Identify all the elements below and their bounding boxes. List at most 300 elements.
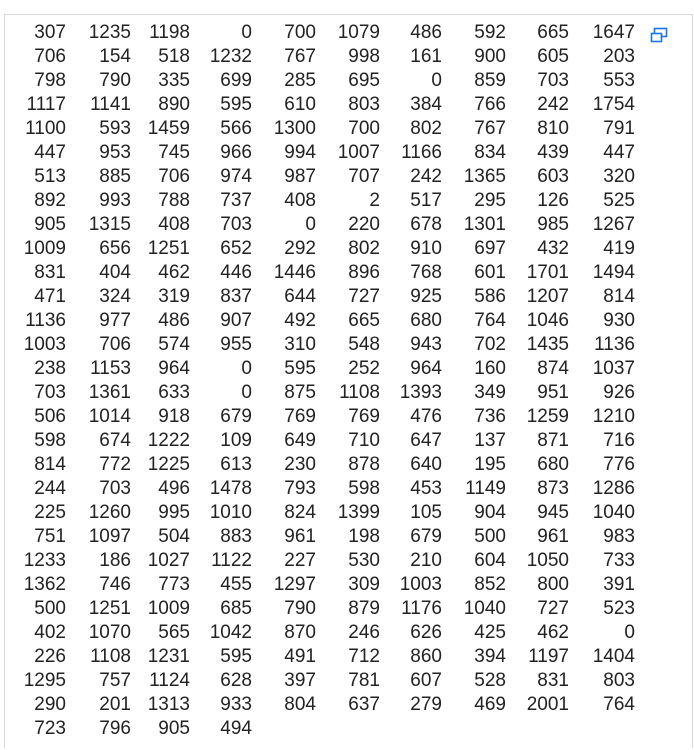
grid-cell: 966 [220, 142, 252, 163]
grid-cell: 837 [220, 286, 252, 307]
grid-cell: 1097 [88, 526, 131, 547]
grid-cell: 238 [34, 358, 66, 379]
grid-cell: 1122 [211, 550, 252, 571]
grid-cell: 1251 [147, 238, 190, 259]
grid-cell: 1040 [592, 502, 635, 523]
grid-cell: 699 [220, 70, 252, 91]
grid-cell: 964 [410, 358, 442, 379]
grid-cell: 985 [537, 214, 569, 235]
grid-cell: 324 [99, 286, 131, 307]
grid-cell: 644 [284, 286, 316, 307]
grid-cell: 1365 [463, 166, 506, 187]
grid-cell: 402 [34, 622, 66, 643]
grid-row [18, 69, 635, 93]
grid-cell: 1042 [209, 622, 252, 643]
grid-cell: 1494 [592, 262, 635, 283]
grid-cell: 246 [348, 622, 380, 643]
grid-cell: 1210 [592, 406, 635, 427]
grid-row [18, 645, 635, 669]
grid-cell: 679 [410, 526, 442, 547]
grid-cell: 349 [474, 382, 506, 403]
grid-cell: 727 [348, 286, 380, 307]
grid-cell: 432 [537, 238, 569, 259]
grid-cell: 637 [348, 694, 380, 715]
grid-cell: 930 [603, 310, 635, 331]
grid-cell [506, 717, 569, 741]
grid-cell: 834 [474, 142, 506, 163]
grid-cell: 1100 [25, 118, 66, 139]
grid-row [18, 333, 635, 357]
grid-cell: 1003 [23, 334, 66, 355]
grid-cell: 1197 [528, 646, 569, 667]
grid-cell: 517 [410, 190, 442, 211]
grid-cell: 613 [220, 454, 252, 475]
grid-cell: 773 [158, 574, 190, 595]
grid-cell: 706 [34, 46, 66, 67]
grid-cell: 736 [474, 406, 506, 427]
grid-cell: 678 [410, 214, 442, 235]
grid-cell: 626 [410, 622, 442, 643]
grid-cell: 1267 [592, 214, 635, 235]
grid-cell: 961 [284, 526, 316, 547]
open-in-new-window-icon[interactable] [650, 27, 668, 43]
grid-cell: 513 [34, 166, 66, 187]
grid-cell: 904 [474, 502, 506, 523]
grid-cell: 798 [34, 70, 66, 91]
grid-cell: 462 [537, 622, 569, 643]
grid-cell: 500 [34, 598, 66, 619]
grid-cell: 335 [158, 70, 190, 91]
grid-cell: 439 [537, 142, 569, 163]
grid-cell: 285 [284, 70, 316, 91]
grid-cell: 697 [474, 238, 506, 259]
grid-cell: 518 [158, 46, 190, 67]
grid-cell: 873 [537, 478, 569, 499]
grid-cell: 974 [220, 166, 252, 187]
grid-cell: 1754 [592, 94, 635, 115]
grid-cell: 790 [99, 70, 131, 91]
grid-cell: 1235 [88, 22, 131, 43]
grid-row [18, 357, 635, 381]
grid-cell: 1404 [592, 646, 635, 667]
grid-cell: 154 [99, 46, 131, 67]
grid-cell: 310 [284, 334, 316, 355]
grid-cell: 161 [410, 46, 442, 67]
grid-cell: 1478 [209, 478, 252, 499]
grid-cell: 633 [158, 382, 190, 403]
grid-cell [442, 717, 506, 741]
grid-cell: 700 [348, 118, 380, 139]
grid-cell: 1136 [25, 310, 66, 331]
grid-cell: 530 [348, 550, 380, 571]
grid-row [18, 405, 635, 429]
grid-cell: 802 [410, 118, 442, 139]
grid-cell: 955 [220, 334, 252, 355]
grid-cell: 665 [537, 22, 569, 43]
grid-cell: 210 [410, 550, 442, 571]
grid-cell: 605 [537, 46, 569, 67]
grid-cell: 242 [537, 94, 569, 115]
grid-cell: 523 [603, 598, 635, 619]
grid-cell: 875 [284, 382, 316, 403]
grid-cell: 814 [603, 286, 635, 307]
grid-cell: 455 [220, 574, 252, 595]
grid-cell: 892 [34, 190, 66, 211]
grid-cell: 1070 [88, 622, 131, 643]
grid-cell: 598 [348, 478, 380, 499]
grid-cell: 767 [284, 46, 316, 67]
grid-cell: 757 [99, 670, 131, 691]
grid-cell: 0 [305, 214, 316, 235]
grid-cell: 1149 [465, 478, 506, 499]
grid-row [18, 597, 635, 621]
grid-cell: 1297 [273, 574, 316, 595]
grid-cell: 595 [284, 358, 316, 379]
grid-cell: 716 [603, 430, 635, 451]
grid-cell: 1108 [90, 646, 131, 667]
grid-cell: 628 [220, 670, 252, 691]
grid-cell: 506 [34, 406, 66, 427]
grid-cell: 476 [410, 406, 442, 427]
grid-cell: 486 [158, 310, 190, 331]
grid-cell: 1153 [90, 358, 131, 379]
grid-cell: 295 [474, 190, 506, 211]
grid-cell: 201 [99, 694, 131, 715]
grid-cell: 198 [348, 526, 380, 547]
grid-cell: 918 [158, 406, 190, 427]
grid-cell: 772 [99, 454, 131, 475]
grid-cell: 397 [284, 670, 316, 691]
grid-cell: 601 [474, 262, 506, 283]
grid-cell: 1207 [526, 286, 569, 307]
grid-cell: 607 [410, 670, 442, 691]
grid-cell: 733 [603, 550, 635, 571]
grid-cell: 595 [220, 94, 252, 115]
grid-cell: 700 [284, 22, 316, 43]
grid-cell: 883 [220, 526, 252, 547]
grid-cell: 525 [603, 190, 635, 211]
grid-cell: 926 [603, 382, 635, 403]
grid-cell: 105 [410, 502, 442, 523]
grid-cell: 1315 [88, 214, 131, 235]
grid-cell: 871 [537, 430, 569, 451]
grid-row [18, 693, 635, 717]
grid-cell: 1108 [339, 382, 380, 403]
grid-cell: 226 [34, 646, 66, 667]
grid-cell: 548 [348, 334, 380, 355]
grid-cell: 0 [241, 358, 252, 379]
grid-cell: 1300 [273, 118, 316, 139]
grid-row [18, 573, 635, 597]
grid-cell: 751 [34, 526, 66, 547]
grid-cell: 647 [410, 430, 442, 451]
grid-row [18, 429, 635, 453]
grid-row [18, 117, 635, 141]
numbers-grid-body [18, 21, 635, 741]
grid-row [18, 525, 635, 549]
grid-cell: 703 [34, 382, 66, 403]
grid-cell: 137 [474, 430, 506, 451]
grid-cell: 702 [474, 334, 506, 355]
grid-cell: 604 [474, 550, 506, 571]
grid-cell: 1027 [147, 550, 190, 571]
grid-cell: 1435 [526, 334, 569, 355]
grid-cell: 1399 [337, 502, 380, 523]
grid-row [18, 165, 635, 189]
grid-cell: 723 [34, 718, 66, 739]
grid-cell: 905 [158, 718, 190, 739]
grid-cell: 447 [34, 142, 66, 163]
grid-row [18, 381, 635, 405]
grid-cell: 494 [220, 718, 252, 739]
grid-cell: 933 [220, 694, 252, 715]
grid-cell: 656 [99, 238, 131, 259]
grid-row [18, 477, 635, 501]
grid-cell: 2 [369, 190, 380, 211]
grid-cell: 1166 [401, 142, 442, 163]
grid-cell: 1010 [209, 502, 252, 523]
grid-cell: 1231 [147, 646, 190, 667]
grid-cell: 486 [410, 22, 442, 43]
grid-cell: 1037 [592, 358, 635, 379]
grid-cell: 998 [348, 46, 380, 67]
grid-cell: 408 [158, 214, 190, 235]
grid-cell: 1393 [399, 382, 442, 403]
grid-cell: 1701 [526, 262, 569, 283]
grid-cell: 230 [284, 454, 316, 475]
grid-cell: 800 [537, 574, 569, 595]
grid-cell: 706 [99, 334, 131, 355]
grid-cell [316, 717, 380, 741]
grid-cell: 703 [99, 478, 131, 499]
grid-cell: 764 [603, 694, 635, 715]
grid-cell: 491 [284, 646, 316, 667]
grid-cell: 595 [220, 646, 252, 667]
grid-row [18, 261, 635, 285]
grid-cell: 126 [537, 190, 569, 211]
grid-row [18, 237, 635, 261]
grid-cell: 384 [410, 94, 442, 115]
grid-cell: 910 [410, 238, 442, 259]
grid-cell: 802 [348, 238, 380, 259]
grid-cell: 710 [348, 430, 380, 451]
open-in-new-window-icon-graphic [650, 27, 668, 43]
grid-cell: 319 [158, 286, 190, 307]
grid-cell: 227 [284, 550, 316, 571]
grid-cell: 598 [34, 430, 66, 451]
grid-cell: 1040 [463, 598, 506, 619]
grid-cell: 0 [624, 622, 635, 643]
grid-cell: 706 [158, 166, 190, 187]
grid-cell: 679 [220, 406, 252, 427]
grid-cell: 394 [474, 646, 506, 667]
grid-cell: 859 [474, 70, 506, 91]
grid-cell: 290 [34, 694, 66, 715]
grid-cell: 2001 [526, 694, 569, 715]
grid-row [18, 141, 635, 165]
grid-cell: 471 [34, 286, 66, 307]
grid-cell: 896 [348, 262, 380, 283]
grid-cell: 1361 [88, 382, 131, 403]
grid-cell: 781 [348, 670, 380, 691]
grid-cell: 462 [158, 262, 190, 283]
grid-cell: 885 [99, 166, 131, 187]
grid-cell: 987 [284, 166, 316, 187]
grid-cell: 1251 [88, 598, 131, 619]
grid-cell: 703 [220, 214, 252, 235]
grid-cell: 685 [220, 598, 252, 619]
grid-cell: 943 [410, 334, 442, 355]
grid-cell [569, 717, 635, 741]
grid-cell: 680 [537, 454, 569, 475]
grid-cell: 831 [537, 670, 569, 691]
grid-cell: 680 [410, 310, 442, 331]
grid-cell: 852 [474, 574, 506, 595]
grid-cell: 1198 [149, 22, 190, 43]
grid-cell: 1003 [399, 574, 442, 595]
grid-cell: 870 [284, 622, 316, 643]
grid-cell: 1362 [23, 574, 66, 595]
grid-cell: 504 [158, 526, 190, 547]
grid-cell: 593 [99, 118, 131, 139]
grid-cell: 994 [284, 142, 316, 163]
grid-cell: 419 [603, 238, 635, 259]
grid-cell: 566 [220, 118, 252, 139]
grid-cell: 707 [348, 166, 380, 187]
grid-cell: 603 [537, 166, 569, 187]
grid-cell: 425 [474, 622, 506, 643]
grid-cell: 769 [284, 406, 316, 427]
grid-cell: 1046 [526, 310, 569, 331]
grid-cell: 905 [34, 214, 66, 235]
grid-row [18, 285, 635, 309]
grid-cell: 814 [34, 454, 66, 475]
grid-cell: 1260 [88, 502, 131, 523]
grid-cell: 995 [158, 502, 190, 523]
grid-cell: 528 [474, 670, 506, 691]
grid-cell: 1459 [147, 118, 190, 139]
grid-cell [380, 717, 442, 741]
grid-cell: 391 [603, 574, 635, 595]
grid-cell: 1225 [147, 454, 190, 475]
grid-cell: 776 [603, 454, 635, 475]
grid-cell: 674 [99, 430, 131, 451]
grid-cell: 746 [99, 574, 131, 595]
grid-cell: 244 [34, 478, 66, 499]
grid-cell: 1050 [526, 550, 569, 571]
grid-cell: 565 [158, 622, 190, 643]
grid-cell: 453 [410, 478, 442, 499]
grid-cell: 1301 [463, 214, 506, 235]
grid-cell: 790 [284, 598, 316, 619]
grid-cell: 1176 [401, 598, 442, 619]
grid-cell: 1079 [337, 22, 380, 43]
grid-cell: 500 [474, 526, 506, 547]
grid-cell: 665 [348, 310, 380, 331]
grid-cell: 766 [474, 94, 506, 115]
grid-cell: 977 [99, 310, 131, 331]
grid-cell: 492 [284, 310, 316, 331]
grid-cell: 810 [537, 118, 569, 139]
grid-cell: 109 [220, 430, 252, 451]
grid-cell: 925 [410, 286, 442, 307]
grid-cell: 1124 [149, 670, 190, 691]
grid-cell: 907 [220, 310, 252, 331]
grid-cell: 160 [474, 358, 506, 379]
grid-cell: 804 [284, 694, 316, 715]
grid-cell: 1295 [23, 670, 66, 691]
grid-cell: 945 [537, 502, 569, 523]
grid-row [18, 45, 635, 69]
grid-cell: 0 [241, 22, 252, 43]
grid-cell: 553 [603, 70, 635, 91]
grid-cell: 279 [410, 694, 442, 715]
grid-cell: 860 [410, 646, 442, 667]
grid-cell: 225 [34, 502, 66, 523]
grid-cell: 1136 [594, 334, 635, 355]
grid-cell: 640 [410, 454, 442, 475]
grid-row [18, 453, 635, 477]
grid-cell: 831 [34, 262, 66, 283]
grid-cell: 195 [474, 454, 506, 475]
grid-row [18, 717, 635, 741]
grid-cell: 767 [474, 118, 506, 139]
grid-cell: 1014 [88, 406, 131, 427]
grid-cell: 803 [603, 670, 635, 691]
grid-cell: 220 [348, 214, 380, 235]
grid-cell: 1647 [592, 22, 635, 43]
grid-cell: 1286 [592, 478, 635, 499]
grid-cell: 186 [99, 550, 131, 571]
grid-cell: 727 [537, 598, 569, 619]
grid-row [18, 621, 635, 645]
grid-cell: 586 [474, 286, 506, 307]
grid-cell: 1141 [90, 94, 131, 115]
grid-cell: 712 [348, 646, 380, 667]
grid-cell: 242 [410, 166, 442, 187]
grid-cell: 803 [348, 94, 380, 115]
grid-cell: 1009 [23, 238, 66, 259]
grid-cell: 652 [220, 238, 252, 259]
grid-cell: 764 [474, 310, 506, 331]
grid-cell: 203 [603, 46, 635, 67]
grid-cell: 307 [34, 22, 66, 43]
grid-cell: 1009 [147, 598, 190, 619]
grid-row [18, 213, 635, 237]
grid-cell: 1007 [337, 142, 380, 163]
grid-cell: 408 [284, 190, 316, 211]
grid-cell: 890 [158, 94, 190, 115]
grid-cell: 796 [99, 718, 131, 739]
grid-cell: 874 [537, 358, 569, 379]
grid-cell: 1117 [26, 94, 66, 115]
grid-cell: 404 [99, 262, 131, 283]
grid-cell: 961 [537, 526, 569, 547]
grid-cell: 1259 [526, 406, 569, 427]
grid-cell: 1446 [273, 262, 316, 283]
grid-cell: 649 [284, 430, 316, 451]
grid-cell: 953 [99, 142, 131, 163]
grid-cell: 1313 [147, 694, 190, 715]
grid-cell: 252 [348, 358, 380, 379]
grid-cell: 793 [284, 478, 316, 499]
grid-row [18, 21, 635, 45]
grid-cell: 737 [220, 190, 252, 211]
grid-cell: 592 [474, 22, 506, 43]
grid-cell: 1222 [147, 430, 190, 451]
grid-cell: 745 [158, 142, 190, 163]
numbers-grid [18, 21, 635, 741]
